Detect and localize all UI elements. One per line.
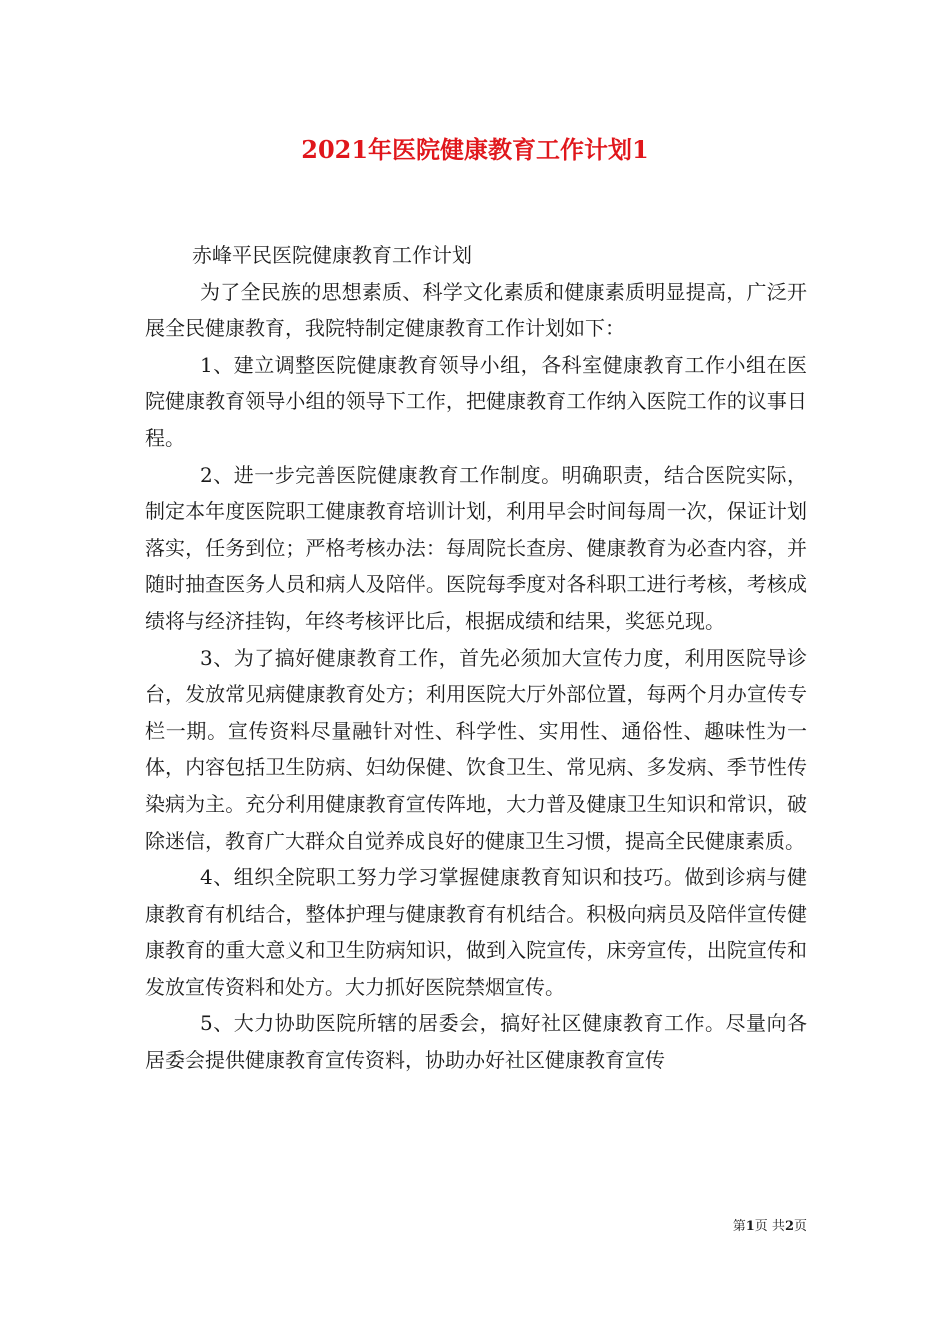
footer-current-page: 1 [745, 1219, 755, 1234]
paragraph-item-1: 1、建立调整医院健康教育领导小组，各科室健康教育工作小组在医院健康教育领导小组的领导下工作，把健康教育工作纳入医院工作的议事日程。 [145, 352, 807, 450]
footer-middle: 页 共 [754, 1219, 785, 1234]
page-footer [733, 1218, 807, 1236]
paragraph-intro: 为了全民族的思想素质、科学文化素质和健康素质明显提高，广泛开展全民健康教育，我院特制定健康教育工作计划如下： [145, 279, 807, 341]
footer-total-pages: 2 [784, 1219, 794, 1234]
paragraph-item-4: 4、组织全院职工努力学习掌握健康教育知识和技巧。做到诊病与健康教育有机结合，整体护理与健康教育有机结合。积极向病员及陪伴宣传健康教育的重大意义和卫生防病知识，做到入院宣传，床旁宣传，出院宣传和发放宣传资料和处方。大力抓好医院禁烟宣传。 [145, 865, 807, 999]
paragraph-item-5: 5、大力协助医院所辖的居委会，搞好社区健康教育工作。尽量向各居委会提供健康教育宣传资料，协助办好社区健康教育宣传 [145, 1011, 807, 1073]
paragraph-item-2: 2、进一步完善医院健康教育工作制度。明确职责，结合医院实际，制定本年度医院职工健康教育培训计划，利用早会时间每周一次，保证计划落实，任务到位；严格考核办法：每周院长查房、健康教育为必查内容，并随时抽查医务人员和病人及陪伴。医院每季度对各科职工进行考核，考核成绩将与经济挂钩，年终考核评比后，根据成绩和结果，奖惩兑现。 [145, 462, 807, 633]
footer-prefix: 第 [732, 1219, 746, 1234]
document-subtitle: 赤峰平民医院健康教育工作计划 [192, 243, 472, 267]
document-body [145, 237, 807, 1079]
paragraph-item-3: 3、为了搞好健康教育工作，首先必须加大宣传力度，利用医院导诊台，发放常见病健康教育处方；利用医院大厅外部位置，每两个月办宣传专栏一期。宣传资料尽量融针对性、科学性、实用性、通俗性、趣味性为一体，内容包括卫生防病、妇幼保健、饮食卫生、常见病、多发病、季节性传染病为主。充分利用健康教育宣传阵地，大力普及健康卫生知识和常识，破除迷信，教育广大群众自觉养成良好的健康卫生习惯，提高全民健康素质。 [145, 645, 807, 853]
footer-suffix: 页 [793, 1219, 807, 1234]
document-title: 2021年医院健康教育工作计划1 [301, 135, 649, 164]
